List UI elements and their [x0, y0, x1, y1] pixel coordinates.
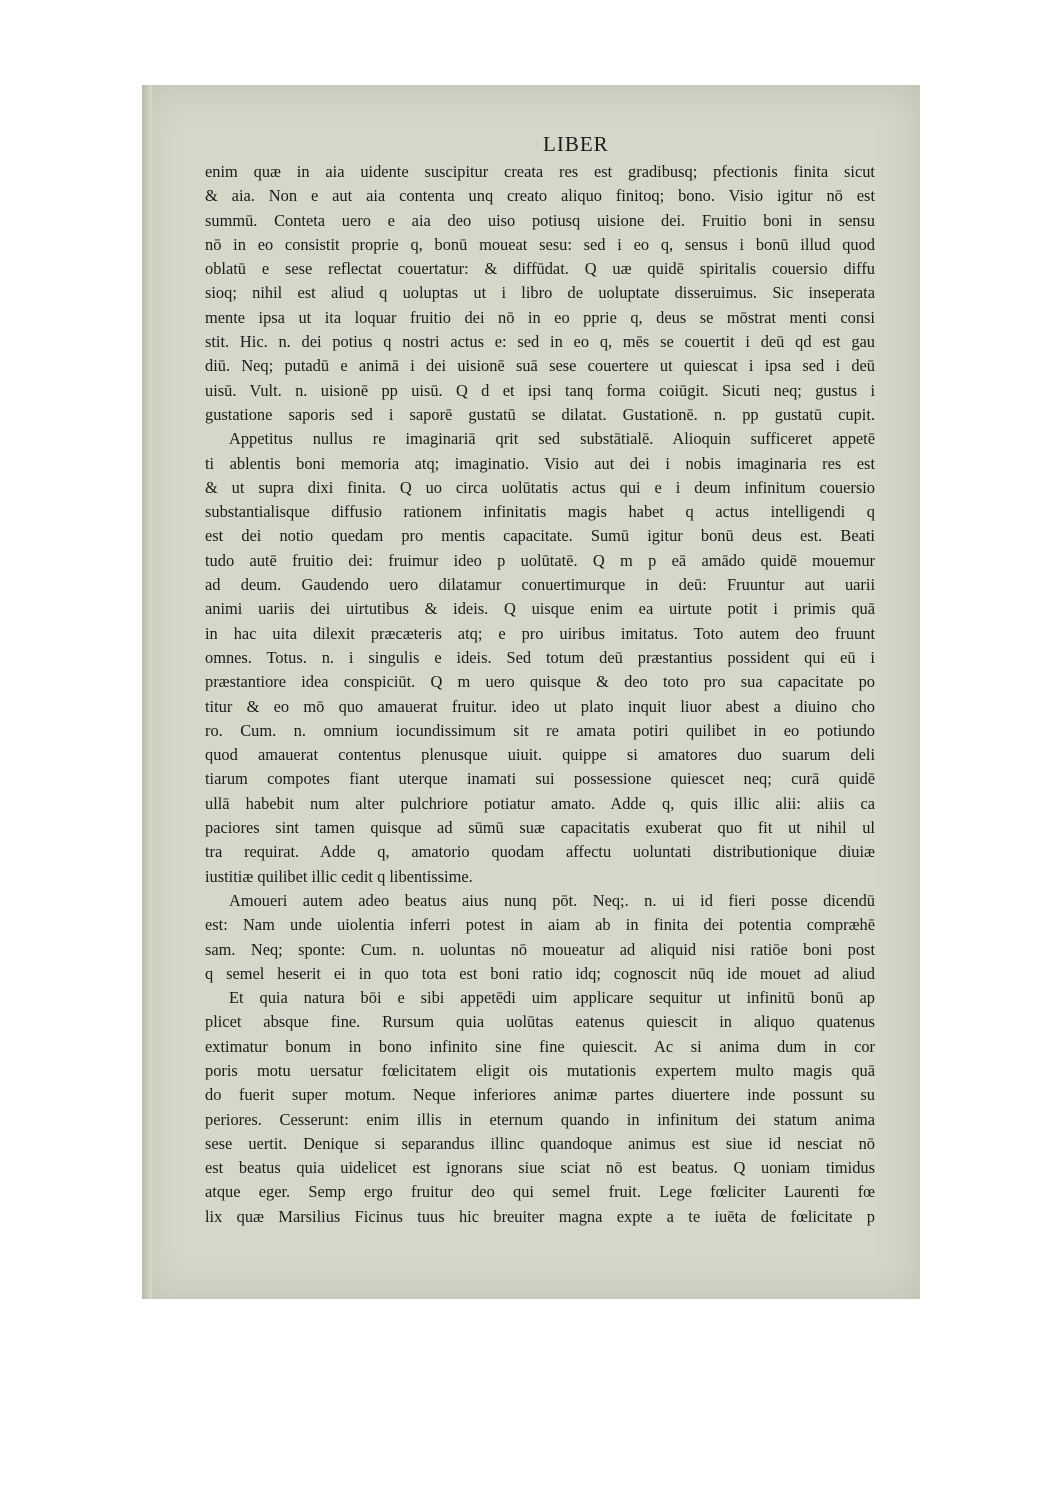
running-head: LIBER	[543, 132, 609, 156]
text-line: est: Nam unde uiolentia inferri potest in aiam ab in finita dei potentia compræhē	[205, 915, 875, 935]
text-line: ti ablentis boni memoria atq; imaginatio. Visio aut dei i nobis imaginaria res est	[205, 453, 875, 473]
text-line: sioq; nihil est aliud q uoluptas ut i libro de uoluptate disseruimus. Sic inseperata	[205, 283, 875, 303]
text-line: paciores sint tamen quisque ad sūmū suæ capacitatis exuberat quo fit ut nihil ul	[205, 818, 875, 838]
text-line: mente ipsa ut ita loquar fruitio dei nō in eo pprie q, deus se mōstrat menti consi	[205, 307, 875, 327]
text-line: animi uariis dei uirtutibus & ideis. Q uisque enim ea uirtute potit i primis quā	[205, 599, 875, 619]
text-line: poris motu uersatur fœlicitatem eligit ois mutationis expertem multo magis quā	[205, 1060, 875, 1080]
text-line: oblatū e sese reflectat couertatur: & diffūdat. Q uæ quidē spiritalis couersio diffu	[205, 259, 875, 279]
text-line: stit. Hic. n. dei potius q nostri actus e: sed in eo q, mēs se couertit i deū qd est gau	[205, 332, 875, 352]
text-line: q semel heserit ei in quo tota est boni ratio idq; cognoscit nūq ide mouet ad aliud	[205, 963, 875, 983]
text-line: iustitiæ quilibet illic cedit q libentissime.	[205, 866, 473, 886]
text-line: atque eger. Semp ergo fruitur deo qui semel fruit. Lege fœliciter Laurenti fœ	[205, 1182, 875, 1202]
text-line: periores. Cesserunt: enim illis in eternum quando in infinitum dei statum anima	[205, 1109, 875, 1129]
text-line: tudo autē fruitio dei: fruimur ideo p uolūtatē. Q m p eā amādo quidē mouemur	[205, 550, 875, 570]
text-line: summū. Conteta uero e aia deo uiso potiusq uisione dei. Fruitio boni in sensu	[205, 210, 875, 230]
text-line: tiarum compotes fiant uterque inamati sui possessione quiescet neq; curā quidē	[205, 769, 875, 789]
text-line: in hac uita dilexit præcæteris atq; e pro uiribus imitatus. Toto autem deo fruunt	[205, 623, 875, 643]
text-line: Amoueri autem adeo beatus aius nunq pōt. Neq;. n. ui id fieri posse dicendū	[229, 890, 875, 910]
text-line: ullā habebit num alter pulchriore potiatur amato. Adde q, quis illic alii: aliis ca	[205, 793, 875, 813]
text-line: uisū. Vult. n. uisionē pp uisū. Q d et ipsi tanq forma coiūgit. Sicuti neq; gustus i	[205, 380, 875, 400]
text-line: & ut supra dixi finita. Q uo circa uolūtatis actus qui e i deum infinitum couersio	[205, 477, 875, 497]
text-line: omnes. Totus. n. i singulis e ideis. Sed totum deū præstantius possident qui eū i	[205, 647, 875, 667]
text-block	[205, 160, 875, 1229]
page-spine-shadow	[142, 85, 152, 1299]
text-line: sam. Neq; sponte: Cum. n. uoluntas nō moueatur ad aliquid nisi ratiōe boni post	[205, 939, 875, 959]
text-line: sese uertit. Denique si separandus illinc quandoque animus est siue id nesciat nō	[205, 1133, 875, 1153]
text-line: est beatus quia uidelicet est ignorans siue sciat nō est beatus. Q uoniam timidus	[205, 1158, 875, 1178]
text-line: titur & eo mō quo amauerat fruitur. ideo ut plato inquit liuor abest a diuino cho	[205, 696, 875, 716]
text-line: enim quæ in aia uidente suscipitur creata res est gradibusq; pfectionis finita sicut	[205, 162, 875, 181]
text-line: plicet absque fine. Rursum quia uolūtas eatenus quiescit in aliquo quatenus	[205, 1012, 875, 1032]
text-line: Appetitus nullus re imaginariā qrit sed substātialē. Alioquin sufficeret appetē	[229, 429, 875, 449]
text-line: substantialisque diffusio rationem infinitatis magis habet q actus intelligendi q	[205, 502, 875, 522]
text-line: diū. Neq; putadū e animā i dei uisionē suā sese couertere ut quiescat i ipsa sed i deū	[205, 356, 875, 376]
text-line: Et quia natura bōi e sibi appetēdi uim applicare sequitur ut infinitū bonū ap	[229, 988, 875, 1008]
text-line: & aia. Non e aut aia contenta unq creato aliquo finitoq; bono. Visio igitur nō est	[205, 186, 875, 206]
text-line: gustatione saporis sed i saporē gustatū se dilatat. Gustationē. n. pp gustatū cupit.	[205, 404, 875, 424]
text-line: præstantiore idea conspiciūt. Q m uero quisque & deo toto pro sua capacitate po	[205, 672, 875, 692]
text-line: est dei notio quedam pro mentis capacitate. Sumū igitur bonū deus est. Beati	[205, 526, 875, 546]
text-line: tra requirat. Adde q, amatorio quodam affectu uoluntati distributionique diuiæ	[205, 842, 875, 862]
text-line: ro. Cum. n. omnium iocundissimum sit re amata potiri quilibet in eo potiundo	[205, 720, 875, 740]
text-line: ad deum. Gaudendo uero dilatamur conuertimurque in deū: Fruuntur aut uarii	[205, 575, 875, 595]
text-line: do fuerit super motum. Neque inferiores animæ partes diuertere inde possunt su	[205, 1085, 875, 1105]
text-line: lix quæ Marsilius Ficinus tuus hic breuiter magna expte a te iuēta de fœlicitate p	[205, 1206, 875, 1226]
text-line: quod amauerat contentus plenusque uiuit. quippe si amatores duo suarum deli	[205, 745, 875, 765]
text-line: nō in eo consistit proprie q, bonū moueat sesu: sed i eo q, sensus i bonū illud quod	[205, 234, 875, 254]
text-line: extimatur bonum in bono infinito sine fine quiescit. Ac si anima dum in cor	[205, 1036, 875, 1056]
